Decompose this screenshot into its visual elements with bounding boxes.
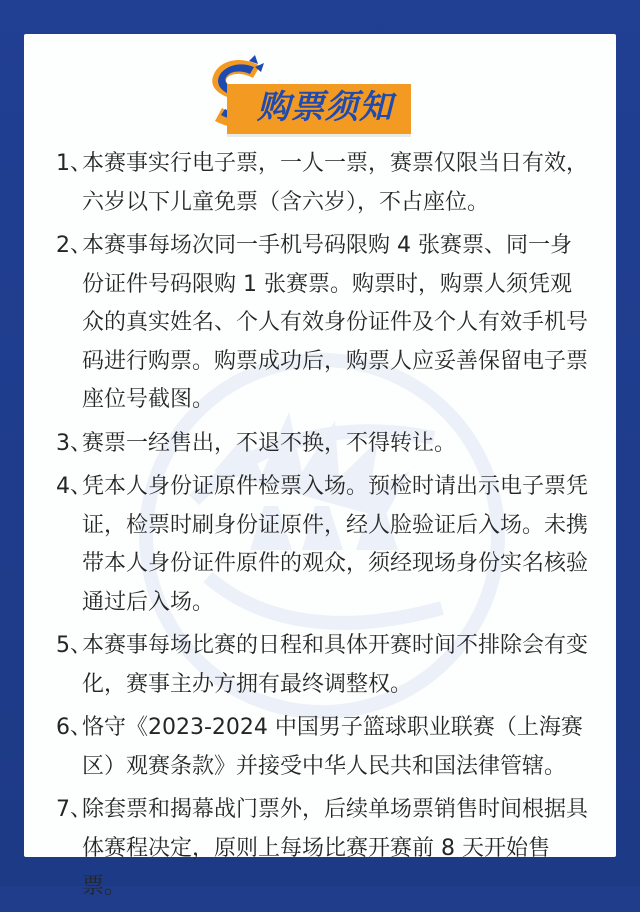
list-item-number: 2、 xyxy=(56,233,92,258)
list-item xyxy=(56,145,590,222)
page-title: 购票须知 xyxy=(257,87,393,126)
list-item-text: 除套票和揭幕战门票外，后续单场票销售时间根据具体赛程决定，原则上每场比赛开赛前 8 天开始售票。 xyxy=(82,797,589,899)
list-item-number: 6、 xyxy=(56,715,92,740)
list-item-text: 凭本人身份证原件检票入场。预检时请出示电子票凭证，检票时刷身份证原件，经人脸验证后入场。未携带本人身份证件原件的观众，须经现场身份实名核验通过后入场。 xyxy=(82,474,589,615)
notice-list xyxy=(56,145,590,912)
list-item-number: 1、 xyxy=(56,151,92,176)
notice-card xyxy=(24,34,616,899)
list-item xyxy=(56,791,590,907)
list-item-number: 3、 xyxy=(56,430,92,456)
list-item-text: 本赛事每场比赛的日程和具体开赛时间不排除会有变化，赛事主办方拥有最终调整权。 xyxy=(82,633,589,697)
list-item-number: 4、 xyxy=(56,474,92,499)
list-item-text: 恪守《2023-2024 中国男子篮球职业联赛（上海赛区）观赛条款》并接受中华人民共和国法律管辖。 xyxy=(82,715,583,779)
list-item xyxy=(56,468,590,622)
list-item-text: 赛票一经售出，不退不换，不得转让。 xyxy=(82,430,457,456)
list-item xyxy=(56,227,590,420)
title-section xyxy=(205,54,435,140)
list-item xyxy=(56,425,590,464)
list-item-text: 本赛事实行电子票，一人一票，赛票仅限当日有效，六岁以下儿童免票（含六岁），不占座位。 xyxy=(82,151,589,215)
list-item-text: 本赛事每场次同一手机号码限购 4 张赛票、同一身份证件号码限购 1 张赛票。购票时，购票人须凭观众的真实姓名、个人有效身份证件及个人有效手机号码进行购票。购票成功后，购票人应妥善保留电子票座位号截图。 xyxy=(82,233,589,412)
list-item-number: 7、 xyxy=(56,797,92,822)
list-item-number: 5、 xyxy=(56,633,92,658)
list-item xyxy=(56,627,590,704)
list-item xyxy=(56,709,590,786)
